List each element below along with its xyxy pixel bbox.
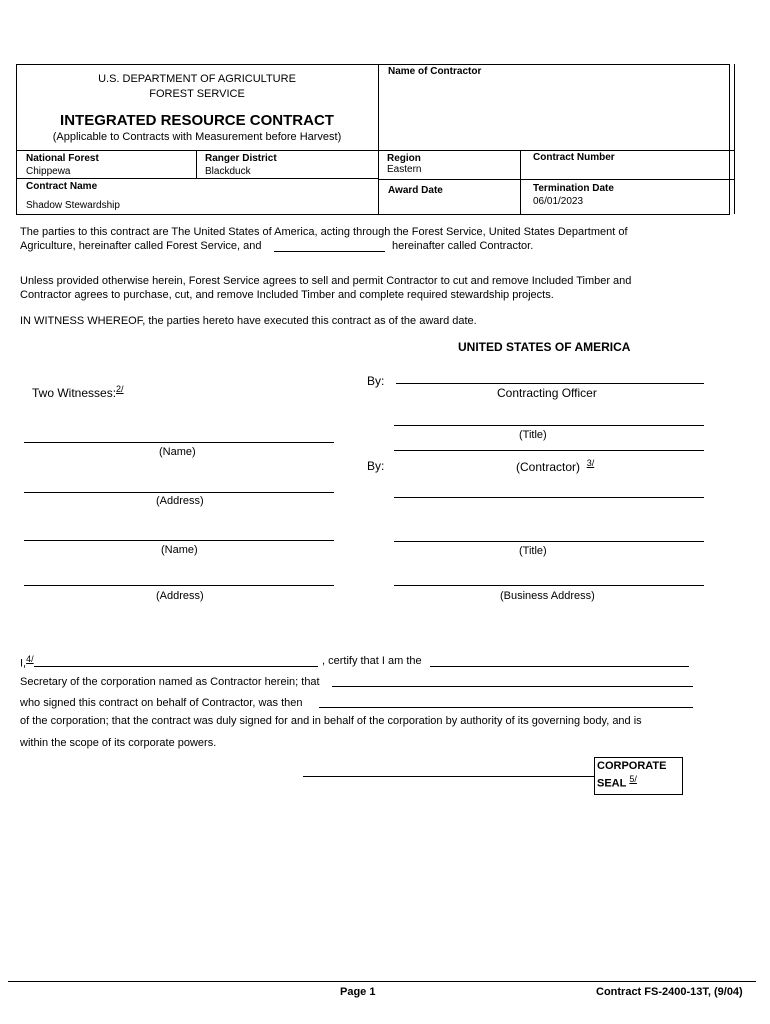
contractor-signature-line[interactable]: [394, 450, 704, 451]
contract-title: INTEGRATED RESOURCE CONTRACT: [60, 112, 334, 129]
contractor-name-blank[interactable]: [274, 251, 385, 252]
certify-line5: within the scope of its corporate powers.: [20, 737, 217, 749]
certifier-title-line[interactable]: [430, 666, 689, 667]
paragraph-witness: IN WITNESS WHEREOF, the parties hereto have executed this contract as of the award date.: [20, 315, 477, 327]
paragraph-parties-line2-post: hereinafter called Contractor.: [392, 240, 534, 252]
footnote-4: 4/: [26, 654, 34, 664]
witness1-address-line[interactable]: [24, 492, 334, 493]
address-label-2: (Address): [156, 590, 204, 602]
seal-label-1: CORPORATE: [597, 760, 667, 772]
seal-label-2: SEAL $^{5/}$: [597, 774, 637, 790]
region-value[interactable]: Eastern: [387, 164, 422, 175]
name-label-1: (Name): [159, 446, 196, 458]
by-label-2: By:: [367, 459, 385, 473]
two-witnesses-label: Two Witnesses:$^{2/}$: [32, 384, 124, 400]
certify-line2: Secretary of the corporation named as Contractor herein; that: [20, 676, 320, 688]
signer-name-line[interactable]: [332, 686, 693, 687]
usa-heading: UNITED STATES OF AMERICA: [458, 340, 631, 354]
region-label: Region: [387, 153, 421, 164]
paragraph-parties-line1: The parties to this contract are The United States of America, acting through the Forest Service, United States Department of: [20, 226, 628, 238]
secretary-signature-line[interactable]: [303, 776, 595, 777]
business-address-label: (Business Address): [500, 590, 595, 602]
contractor-label: (Contractor) $^{3/}$: [516, 458, 595, 474]
certify-line3: who signed this contract on behalf of Contractor, was then: [20, 697, 303, 709]
paragraph-agreement-line1: Unless provided otherwise herein, Forest Service agrees to sell and permit Contractor to cut and remove Included Timber and: [20, 275, 632, 287]
corporate-seal-box: [594, 757, 683, 795]
termination-date-label: Termination Date: [533, 183, 614, 194]
department-name: U.S. DEPARTMENT OF AGRICULTURE: [98, 73, 296, 85]
service-name: FOREST SERVICE: [149, 88, 245, 100]
signer-title-line[interactable]: [319, 707, 693, 708]
officer-signature-line[interactable]: [396, 383, 704, 384]
contract-number-label: Contract Number: [533, 152, 615, 163]
certify-text: , certify that I am the: [322, 655, 422, 667]
contract-name-label: Contract Name: [26, 181, 98, 192]
footnote-3: 3/: [586, 458, 595, 468]
termination-date-value[interactable]: 06/01/2023: [533, 196, 584, 207]
contract-subtitle: (Applicable to Contracts with Measurement before Harvest): [52, 131, 342, 143]
ranger-district-label: Ranger District: [205, 153, 277, 164]
business-address-line[interactable]: [394, 585, 704, 586]
footnote-2: 2/: [116, 384, 124, 394]
officer-title-line[interactable]: [394, 425, 704, 426]
title-label-1: (Title): [519, 429, 547, 441]
address-label-1: (Address): [156, 495, 204, 507]
certifier-name-line[interactable]: [34, 666, 318, 667]
national-forest-value[interactable]: Chippewa: [26, 166, 71, 177]
witness2-name-line[interactable]: [24, 540, 334, 541]
name-label-2: (Name): [161, 544, 198, 556]
footnote-5: 5/: [629, 774, 637, 784]
paragraph-parties-line2-pre: Agriculture, hereinafter called Forest Service, and: [20, 240, 262, 252]
paragraph-agreement-line2: Contractor agrees to purchase, cut, and remove Included Timber and complete required stewardship projects.: [20, 289, 554, 301]
contractor-extra-line[interactable]: [394, 497, 704, 498]
national-forest-label: National Forest: [26, 153, 99, 164]
witness1-name-line[interactable]: [24, 442, 334, 443]
witness2-address-line[interactable]: [24, 585, 334, 586]
by-label-1: By:: [367, 374, 385, 388]
contractor-title-line[interactable]: [394, 541, 704, 542]
certify-line4: of the corporation; that the contract was duly signed for and in behalf of the corporation by authority of its governing body, and is: [20, 715, 642, 727]
name-of-contractor-label: Name of Contractor: [388, 66, 482, 77]
form-number: Contract FS-2400-13T, (9/04): [596, 986, 743, 998]
footer-rule: [8, 981, 756, 982]
ranger-district-value[interactable]: Blackduck: [205, 166, 251, 177]
certify-i-label: I,$^{4/}$: [20, 654, 34, 670]
page-number: Page 1: [340, 986, 376, 998]
contract-name-value[interactable]: Shadow Stewardship: [26, 200, 120, 211]
title-label-2: (Title): [519, 545, 547, 557]
award-date-label: Award Date: [388, 185, 443, 196]
contracting-officer-label: Contracting Officer: [497, 386, 597, 400]
